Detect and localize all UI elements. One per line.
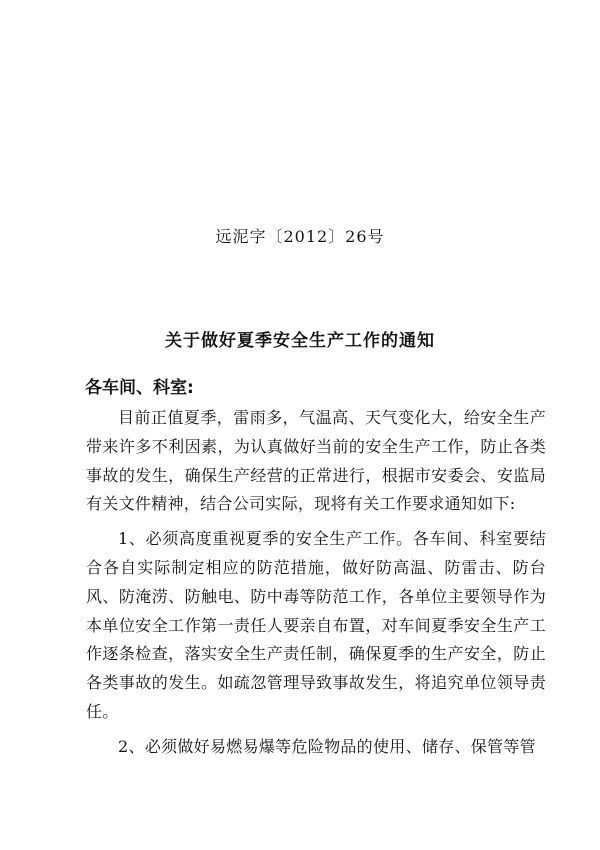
paragraph-intro: 目前正值夏季，雷雨多，气温高、天气变化大，给安全生产带来许多不利因素，为认真做好当前的安全生产工作，防止各类事故的发生，确保生产经营的正常进行，根据市安委会、安监局有关文件精神，结合公司实际，现将有关工作要求通知如下: xyxy=(86,408,546,514)
paragraph-item-1: 1、必须高度重视夏季的安全生产工作。各车间、科室要结合各自实际制定相应的防范措施，做好防高温、防雷击、防台风、防淹涝、防触电、防中毒等防范工作，各单位主要领导作为本单位安全工作第一责任人要亲自布置，对车间夏季安全生产工作逐条检查，落实安全生产责任制，确保夏季的生产安全，防止各类事故的发生。如疏忽管理导致事故发生，将追究单位领导责任。 xyxy=(86,529,546,721)
document-number: 远泥字〔2012〕26号 xyxy=(215,227,385,246)
paragraph-item-2: 2、必须做好易燃易爆等危险物品的使用、储存、保管等管 xyxy=(118,736,536,756)
document-title: 关于做好夏季安全生产工作的通知 xyxy=(165,331,435,351)
document-body xyxy=(86,404,546,762)
salutation: 各车间、科室: xyxy=(85,378,194,398)
